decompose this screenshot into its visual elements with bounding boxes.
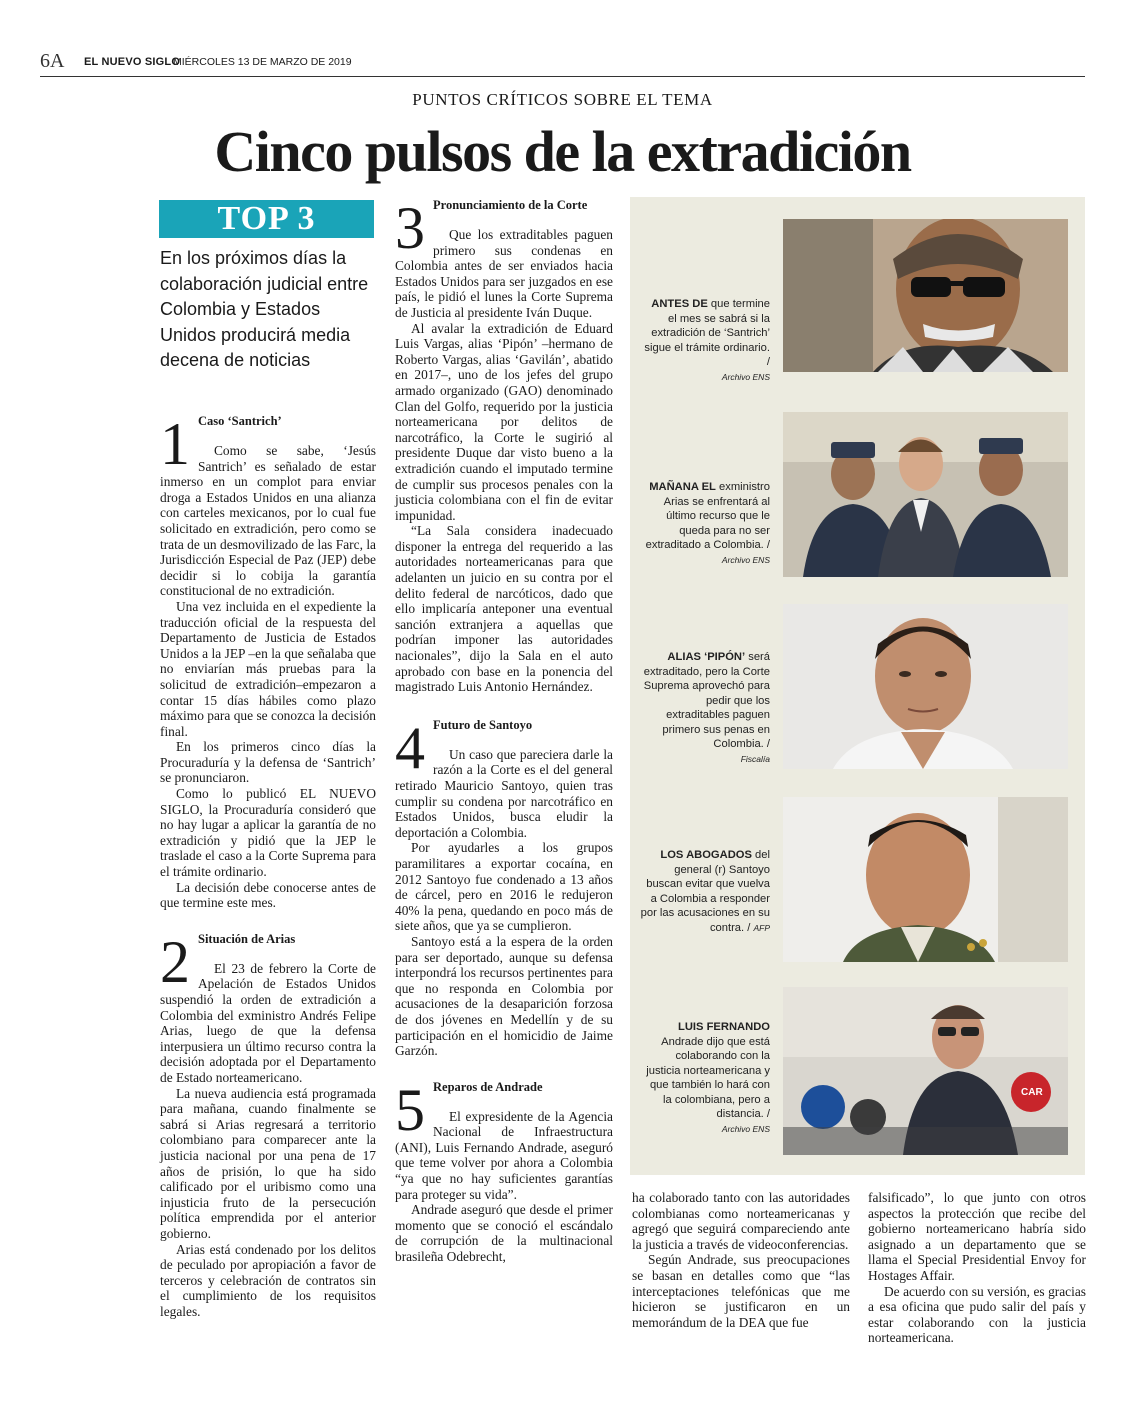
paragraph: Arias está condenado por los delitos de peculado por apropiación a favor de terceros y celebración de contratos sin el cumplimiento de los requisitos legales. <box>160 1241 376 1319</box>
paragraph: “La Sala considera inadecuado disponer la entrega del requerido a las autoridades norteamericanas para que adelanten un juicio en su contra por el delito federal de narcóticos, dado que ello implicaría anteponer una eventual sanción extranjera a aquellas que podrían imponer las autoridades nacionales”, dijo la Sala en el auto aprobado con base en la ponencia del magistrado Luis Antonio Hernández. <box>395 523 613 695</box>
section-number: 4 <box>395 714 425 781</box>
paragraph: La decisión debe conocerse antes de que termine este mes. <box>160 879 376 911</box>
section-2 <box>160 928 376 1320</box>
caption-text: será extraditado, pero la Corte Suprema aprovechó para pedir que los extraditables paguen primero sus penas en Colombia. / <box>643 651 770 750</box>
paragraph: Al avalar la extradición de Eduard Luis Vargas, alias ‘Pipón’ –hermano de Roberto Vargas, alias ‘Gavilán’, abatido en 2017–, uno de los jefes del grupo armado organizado (GAO) denominado Clan del Golfo, requerido por la justicia norteamericana por delitos de narcotráfico, la Corte le sugirió al presidente Duque dar visto bueno a la extradición cuando el imputado termine de cumplir sus procesos penales con la justicia colombiana con el fin de evitar impunidad. <box>395 320 613 523</box>
column-3-continued <box>632 1190 850 1330</box>
paragraph: Santoyo está a la espera de la orden para ser deportado, aunque su defensa interpondrá los recursos pertinentes para que no responda en Colombia por acusaciones de la desaparición forzosa de dos jóvenes en Medellín y de su participación en el homicidio de Jaime Garzón. <box>395 933 613 1059</box>
caption-text: del general (r) Santoyo buscan evitar que vuelva a Colombia a responder por las acusaciones en su contra. / <box>640 849 770 934</box>
caption-lead: ALIAS ‘PIPÓN’ <box>667 651 746 663</box>
caption-5 <box>640 1020 770 1136</box>
paragraph: El expresidente de la Agencia Nacional de Infraestructura (ANI), Luis Fernando Andrade, aseguró que teme volver por ahora a Colombia “ya que no hay suficientes garantías para proteger su vida”. <box>395 1108 613 1202</box>
photo-sidebar <box>630 197 1085 1175</box>
photo-credit: Archivo ENS <box>721 1123 770 1134</box>
section-title: Pronunciamiento de la Corte <box>433 198 588 212</box>
photo-credit: AFP <box>753 922 770 933</box>
section-number: 2 <box>160 928 190 995</box>
column-4-continued <box>868 1190 1086 1346</box>
photo-andrade <box>783 987 1068 1155</box>
section-number: 3 <box>395 195 425 261</box>
column-1 <box>160 413 376 1319</box>
caption-lead: LUIS FERNANDO <box>678 1021 770 1033</box>
photo-santrich <box>783 219 1068 372</box>
caption-4 <box>640 848 770 935</box>
section-3 <box>395 197 613 695</box>
section-number: 1 <box>160 411 190 477</box>
section-number: 5 <box>395 1076 425 1143</box>
caption-text: que termine el mes se sabrá si la extradición de ‘Santrich’ sigue el trámite ordinario. / <box>644 298 770 368</box>
headline: Cinco pulsos de la extradición <box>214 119 911 184</box>
paragraph: Según Andrade, sus preocupaciones se basan en detalles como que “las interceptaciones telefónicas que me hicieron se justificaron en un memorándum de la DEA que fue <box>632 1252 850 1330</box>
page-header <box>40 50 1085 77</box>
caption-1 <box>640 297 770 384</box>
intro-text: En los próximos días la colaboración judicial entre Colombia y Estados Unidos producirá media decena de noticias <box>160 248 369 370</box>
photo-santoyo <box>783 797 1068 962</box>
paragraph: Un caso que pareciera darle la razón a la Corte es el del general retirado Mauricio Santoyo, quien tras cumplir su condena por narcotráfico en Estados Unidos, busca eludir la deportación a Colombia. <box>395 746 613 840</box>
section-title: Futuro de Santoyo <box>433 717 533 732</box>
newspaper-name: EL NUEVO SIGLO <box>84 56 181 68</box>
issue-date: MIÉRCOLES 13 DE MARZO DE 2019 <box>173 56 352 68</box>
caption-3 <box>640 650 770 766</box>
paragraph: Como lo publicó EL NUEVO SIGLO, la Procuraduría consideró que no hay lugar a aplicar la garantía de no extradición y pidió que la JEP le traslade el caso a la Corte Suprema para el trámite ordinario. <box>160 786 376 880</box>
paragraph: Andrade aseguró que desde el primer momento que se conoció el escándalo de corrupción de la multinacional brasileña Odebrecht, <box>395 1202 613 1265</box>
paragraph: En los primeros cinco días la Procuraduría y la defensa de ‘Santrich’ se pronunciaron. <box>160 739 376 786</box>
section-5 <box>395 1076 613 1265</box>
section-title: Caso ‘Santrich’ <box>198 414 282 428</box>
caption-text: Andrade dijo que está colaborando con la justicia norteamericana y que también lo hará con la colombiana, pero a distancia. / <box>646 1035 770 1120</box>
photo-pipon <box>783 604 1068 769</box>
mic-flag-text: CAR <box>1021 1087 1043 1098</box>
section-title: Reparos de Andrade <box>433 1079 543 1094</box>
paragraph: ha colaborado tanto con las autoridades colombianas como norteamericanas y agregó que seguirá compareciendo ante la justicia a través de videoconferencias. <box>632 1190 850 1252</box>
caption-lead: LOS ABOGADOS <box>660 849 752 861</box>
photo-credit: Archivo ENS <box>721 371 770 382</box>
caption-lead: ANTES DE <box>651 298 708 310</box>
caption-lead: MAÑANA EL <box>649 481 716 493</box>
photo-credit: Archivo ENS <box>721 554 770 565</box>
paragraph: falsificado”, lo que junto con otros aspectos la protección que recibe del gobierno norteamericano habría sido asignado a un departamento que se llama el Special Presidential Envoy for Hostages Affair. <box>868 1190 1086 1283</box>
paragraph: Como se sabe, ‘Jesús Santrich’ es señalado de estar inmerso en un complot para enviar droga a Estados Unidos en una alianza con carteles mexicanos, por lo cual fue solicitado en extradición, pero como se trata de un desmovilizado de las Farc, la Jurisdicción Especial de Paz (JEP) debe decidir si lo cobija la garantía constitucional de no extradición. <box>160 443 376 599</box>
section-4 <box>395 714 613 1059</box>
photo-arias <box>783 412 1068 577</box>
paragraph: La nueva audiencia está programada para mañana, cuando finalmente se sabrá si Arias regresará a territorio colombiano para comparecer ante la justicia nacional por una pena de 17 años de prisión, lo que ha sido calificado por el uribismo como una injusticia fruto de la persecución política emprendida por el anterior gobierno. <box>160 1085 376 1241</box>
paragraph: Por ayudarles a los grupos paramilitares a exportar cocaína, en 2012 Santoyo fue condenado a 13 años de cárcel, pero en 2016 le redujeron 40% la pena, quedando en poco más de siete años, que ya se cumplieron. <box>395 840 613 934</box>
column-2 <box>395 197 613 1265</box>
page-number: 6A <box>40 50 65 72</box>
paragraph: Una vez incluida en el expediente la traducción oficial de la respuesta del Departamento de Justicia de Estados Unidos a la JEP –en la que señalaba que no enviarían más pruebas para la solicitud de extradición–empezaron a contar 15 días hábiles como plazo máximo para que se conozca la decisión final. <box>160 598 376 739</box>
section-1 <box>160 413 376 911</box>
paragraph: Que los extraditables paguen primero sus condenas en Colombia antes de ser enviados hacia Estados Unidos para ser juzgados en ese país, le pidió el lunes la Corte Suprema de Justicia al presidente Iván Duque. <box>395 227 613 320</box>
caption-text: exministro Arias se enfrentará al último recurso que le queda para no ser extraditado a Colombia. / <box>645 481 770 551</box>
top3-banner: TOP 3 <box>159 200 374 238</box>
caption-2 <box>640 480 770 567</box>
paragraph: El 23 de febrero la Corte de Apelación de Estados Unidos suspendió la orden de extradición a Colombia del exministro Andrés Felipe Arias, luego de que la defensa interpusiera un último recurso contra la decisión adoptada por el Departamento de Estado norteamericano. <box>160 960 376 1085</box>
paragraph: De acuerdo con su versión, es gracias a esa oficina que pudo salir del país y estar colaborando con la justicia norteamericana. <box>868 1283 1086 1346</box>
photo-credit: Fiscalía <box>740 753 770 764</box>
section-title: Situación de Arias <box>198 931 296 946</box>
kicker: PUNTOS CRÍTICOS SOBRE EL TEMA <box>412 90 713 109</box>
